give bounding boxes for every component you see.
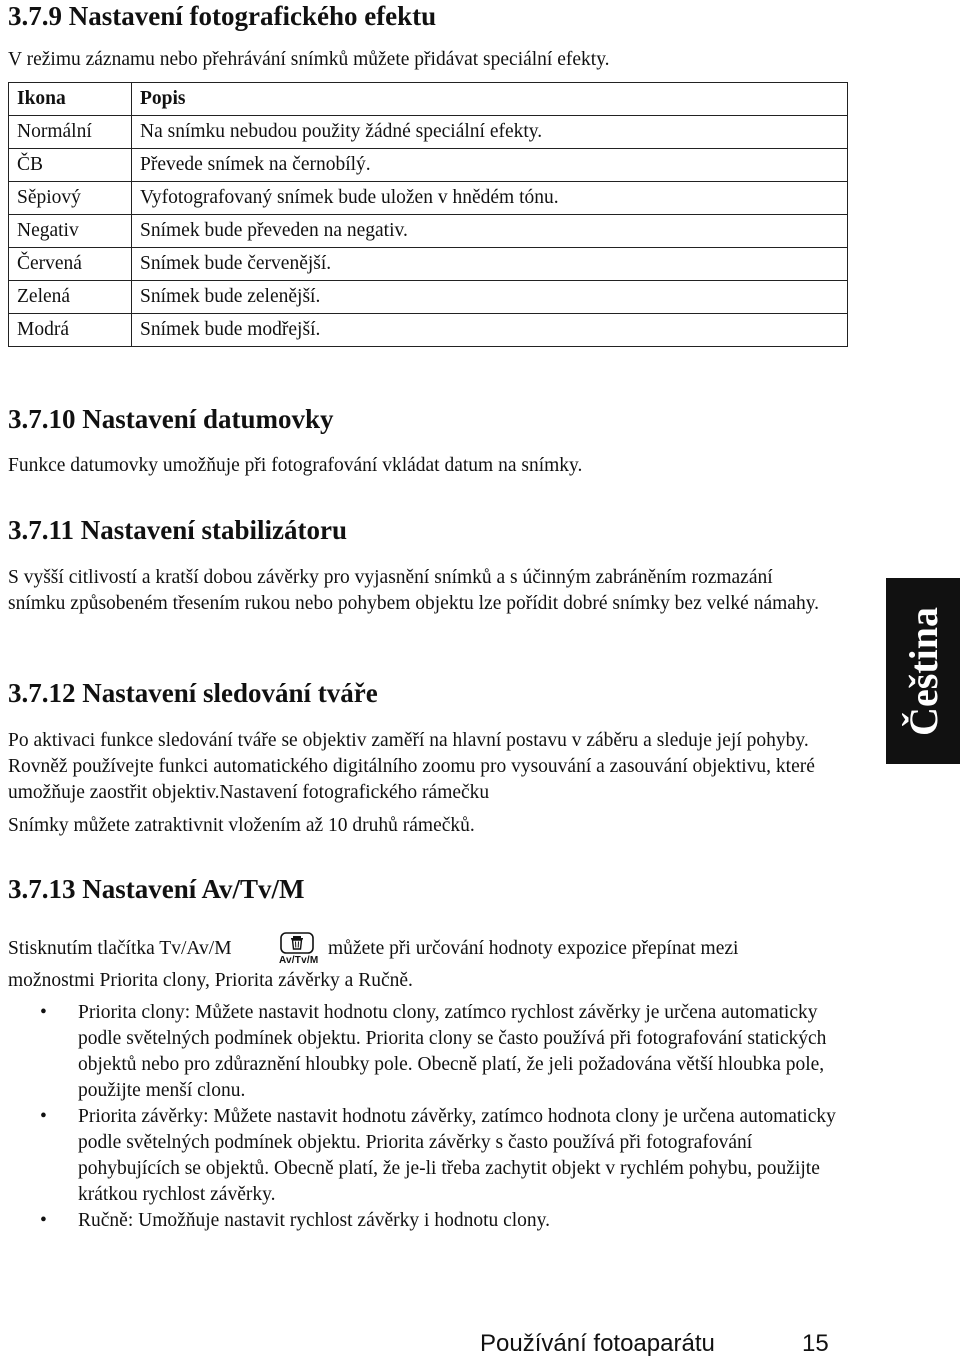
heading-face-tracking: 3.7.12 Nastavení sledování tváře bbox=[8, 678, 378, 708]
effect-description: Snímek bude převeden na negativ. bbox=[132, 215, 848, 248]
bullet-text: Priorita závěrky: Můžete nastavit hodnotu závěrky, zatímco hodnota clony je určena automaticky podle světelných podmínek objektu. Priorita závěrky s často používá při fotografování pohybujících se objektů. Obecně platí, že je-li třeba zachytit objekt v rychlém pohybu, použijte krátkou rychlost závěrky. bbox=[78, 1106, 836, 1205]
language-side-tab bbox=[886, 578, 960, 764]
effect-name: ČB bbox=[9, 149, 132, 182]
effect-name: Červená bbox=[9, 248, 132, 281]
table-row bbox=[9, 149, 848, 182]
effect-description: Převede snímek na černobílý. bbox=[132, 149, 848, 182]
page-number: 15 bbox=[802, 1330, 829, 1357]
heading-photo-effect: 3.7.9 Nastavení fotografického efektu bbox=[8, 1, 437, 31]
trash-av-tv-m-button-icon bbox=[276, 932, 318, 970]
table-row bbox=[9, 182, 848, 215]
bullet-text: Priorita clony: Můžete nastavit hodnotu clony, zatímco rychlost závěrky je určena automaticky podle světelných podmínek objektu. Priorita clony se často používá při fotografování statických objektů nebo pro zdůraznění hloubky pole. Obecně platí, že jeli požadována větší hloubka pole, použijte menší clonu. bbox=[78, 1002, 827, 1101]
av-tv-m-line1-after: můžete při určování hodnoty expozice přepínat mezi bbox=[328, 938, 739, 959]
language-tab-label: Čeština bbox=[900, 606, 946, 736]
table-row bbox=[9, 248, 848, 281]
button-label: Av/Tv/M bbox=[279, 955, 319, 966]
effect-name: Modrá bbox=[9, 314, 132, 347]
table-row bbox=[9, 314, 848, 347]
photo-effect-intro: V režimu záznamu nebo přehrávání snímků můžete přidávat speciální efekty. bbox=[8, 49, 610, 70]
col-header-description: Popis bbox=[132, 83, 848, 116]
effect-description: Vyfotografovaný snímek bude uložen v hnědém tónu. bbox=[132, 182, 848, 215]
col-header-icon: Ikona bbox=[9, 83, 132, 116]
bullet-dot: • bbox=[40, 1210, 47, 1231]
effect-name: Zelená bbox=[9, 281, 132, 314]
heading-date-stamp: 3.7.10 Nastavení datumovky bbox=[8, 404, 334, 434]
list-item bbox=[8, 1104, 858, 1208]
bullet-dot: • bbox=[40, 1002, 47, 1023]
heading-stabilizer: 3.7.11 Nastavení stabilizátoru bbox=[8, 515, 348, 545]
frames-body: Snímky můžete zatraktivnit vložením až 10 druhů rámečků. bbox=[8, 815, 475, 836]
effect-name: Negativ bbox=[9, 215, 132, 248]
table-row bbox=[9, 116, 848, 149]
mode-bullet-list bbox=[8, 1000, 858, 1234]
av-tv-m-line2: možnostmi Priorita clony, Priorita závěrky a Ručně. bbox=[8, 970, 413, 991]
table-row bbox=[9, 281, 848, 314]
date-stamp-body: Funkce datumovky umožňuje při fotografování vkládat datum na snímky. bbox=[8, 455, 583, 476]
footer-title: Používání fotoaparátu bbox=[480, 1330, 715, 1357]
effect-description: Snímek bude zelenější. bbox=[132, 281, 848, 314]
av-tv-m-line1-before: Stisknutím tlačítka Tv/Av/M bbox=[8, 938, 232, 959]
effect-description: Snímek bude červenější. bbox=[132, 248, 848, 281]
face-tracking-body: Po aktivaci funkce sledování tváře se objektiv zaměří na hlavní postavu v záběru a sleduje její pohyby. Rovněž používejte funkci automatického digitálního zoomu pro vysouvání a zasouvání objektivu, které umožňuje zaostřit objektiv.Nastavení fotografického rámečku bbox=[8, 730, 815, 803]
list-item bbox=[8, 1000, 858, 1104]
table-header-row bbox=[9, 83, 848, 116]
bullet-dot: • bbox=[40, 1106, 47, 1127]
effect-description: Na snímku nebudou použity žádné speciální efekty. bbox=[132, 116, 848, 149]
effect-description: Snímek bude modřejší. bbox=[132, 314, 848, 347]
table-row bbox=[9, 215, 848, 248]
effect-name: Normální bbox=[9, 116, 132, 149]
effects-table bbox=[8, 82, 848, 347]
stabilizer-body: S vyšší citlivostí a kratší dobou závěrky pro vyjasnění snímků a s účinným zabráněním rozmazání snímku způsobeném třesením rukou nebo pohybem objektu lze pořídit dobré snímky bez velké námahy. bbox=[8, 567, 820, 614]
list-item bbox=[8, 1208, 858, 1234]
bullet-text: Ručně: Umožňuje nastavit rychlost závěrky i hodnotu clony. bbox=[78, 1210, 551, 1231]
heading-av-tv-m: 3.7.13 Nastavení Av/Tv/M bbox=[8, 874, 305, 904]
effect-name: Sěpiový bbox=[9, 182, 132, 215]
